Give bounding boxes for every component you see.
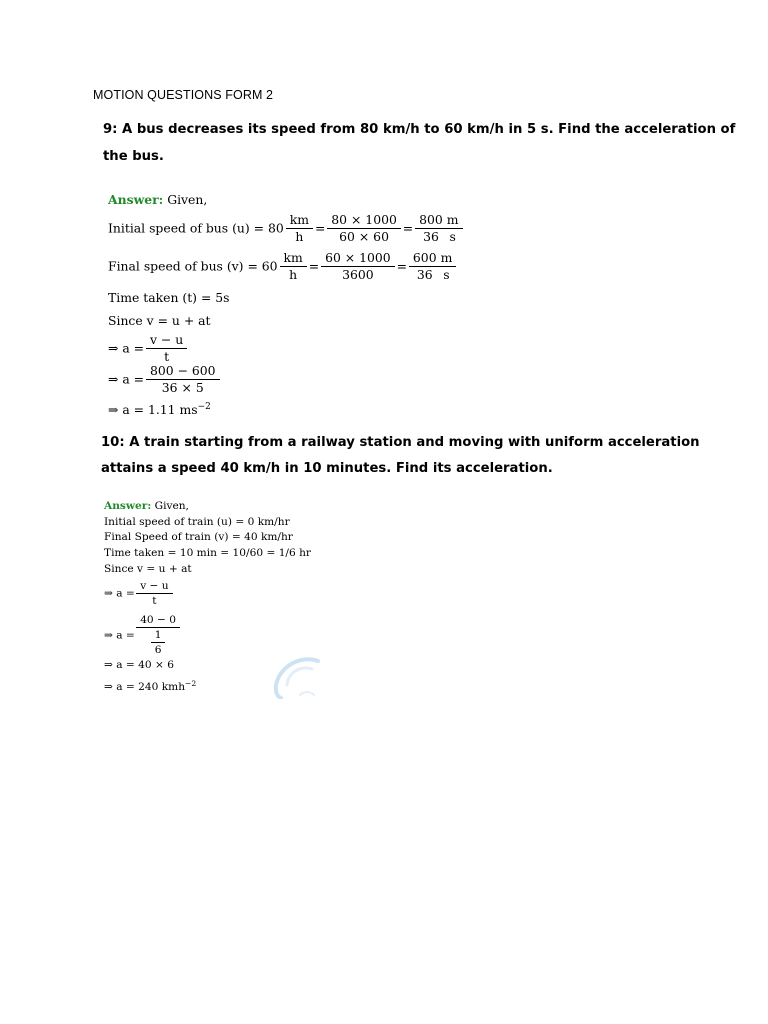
final-speed-train: Final Speed of train (v) = 40 km/hr: [104, 531, 293, 543]
result-fraction: [411, 251, 439, 283]
answer-label: Answer:: [104, 500, 152, 512]
given-text: Given,: [151, 500, 189, 512]
fraction-numerator: km: [289, 212, 309, 227]
fraction-denominator: h: [280, 266, 307, 282]
step-fraction: [138, 614, 178, 657]
step-prefix: ⇒ a =: [104, 587, 135, 600]
step-prefix: ⇒ a =: [104, 629, 135, 642]
final-speed-equation: [108, 251, 454, 283]
time-taken: Time taken (t) = 5s: [108, 290, 230, 305]
conversion-fraction: [329, 213, 399, 245]
result-exponent: −2: [197, 402, 211, 413]
question-9-line-1: 9: A bus decreases its speed from 80 km/h to 60 km/h in 5 s. Find the acceleration of: [103, 122, 736, 137]
fraction-numerator: 80 × 1000: [331, 212, 397, 227]
fraction-numerator: v − u: [149, 332, 184, 347]
unit-fraction-km-h: [282, 251, 305, 283]
question-10-line-2: attains a speed 40 km/h in 10 minutes. Find its acceleration.: [101, 461, 553, 476]
step-3-result: [108, 402, 211, 417]
unit-fraction-m-s: [445, 213, 461, 245]
fraction-denominator: t: [146, 348, 187, 364]
given-text: Given,: [163, 192, 208, 207]
step-1: [108, 333, 185, 365]
fraction-denominator: 36: [409, 266, 441, 282]
step-prefix: ⇒ a =: [108, 371, 145, 387]
initial-speed-prefix: Initial speed of bus (u) = 80: [108, 220, 284, 236]
time-taken-train: Time taken = 10 min = 10/60 = 1/6 hr: [104, 547, 311, 559]
nested-fraction: [153, 629, 164, 656]
step-1: [104, 580, 171, 607]
fraction-denominator: t: [136, 593, 172, 607]
fraction-numerator: m: [446, 212, 459, 227]
final-speed-prefix: Final speed of bus (v) = 60: [108, 258, 278, 274]
fraction-numerator: 1: [154, 629, 162, 642]
step-4-result: [104, 678, 197, 693]
unit-fraction-m-s: [439, 251, 455, 283]
fraction-numerator: 600: [412, 250, 437, 265]
initial-speed-equation: [108, 213, 461, 245]
equals-sign: =: [308, 258, 320, 274]
equals-sign: =: [396, 258, 407, 274]
result-exponent: −2: [185, 678, 197, 688]
fraction-numerator: 40 − 0: [140, 614, 177, 626]
answer-9-heading: [108, 192, 207, 207]
fraction-numerator: m: [440, 250, 453, 265]
fraction-numerator: v − u: [140, 580, 169, 592]
fraction-denominator: 3600: [321, 266, 395, 282]
step-3: ⇒ a = 40 × 6: [104, 659, 175, 671]
watermark-logo: [272, 655, 322, 699]
result-fraction: [417, 213, 445, 245]
step-2: [104, 614, 178, 657]
step-fraction: [138, 580, 170, 607]
document-title: MOTION QUESTIONS FORM 2: [93, 88, 274, 102]
step-2: [108, 364, 218, 396]
step-prefix: ⇒ a =: [108, 340, 145, 356]
fraction-denominator: [136, 627, 180, 656]
result-text: ⇒ a = 1.11 ms: [108, 402, 198, 417]
fraction-denominator: 6: [151, 642, 166, 656]
fraction-denominator: 36: [415, 228, 447, 244]
initial-speed-train: Initial speed of train (u) = 0 km/hr: [104, 516, 290, 528]
equals-sign: =: [314, 220, 326, 236]
equals-sign: =: [402, 220, 414, 236]
equation-of-motion: Since v = u + at: [108, 313, 211, 328]
step-fraction: [148, 333, 185, 365]
answer-10-heading: [104, 500, 189, 512]
fraction-numerator: 800: [419, 212, 443, 227]
step-fraction: [148, 364, 218, 396]
fraction-numerator: km: [283, 250, 303, 265]
equation-of-motion: Since v = u + at: [104, 563, 192, 575]
result-text: ⇒ a = 240 kmh: [104, 681, 186, 693]
conversion-fraction: [323, 251, 393, 283]
fraction-numerator: 60 × 1000: [325, 250, 391, 265]
question-9-line-2: the bus.: [103, 149, 164, 164]
fraction-denominator: h: [286, 228, 313, 244]
fraction-denominator: s: [437, 266, 457, 282]
fraction-denominator: 36 × 5: [146, 379, 220, 395]
fraction-numerator: 800 − 600: [149, 363, 216, 378]
question-10-line-1: 10: A train starting from a railway station and moving with uniform acceleration: [101, 435, 700, 450]
answer-label: Answer:: [108, 192, 164, 207]
fraction-denominator: 60 × 60: [327, 228, 401, 244]
unit-fraction-km-h: [288, 213, 311, 245]
fraction-denominator: s: [443, 228, 463, 244]
